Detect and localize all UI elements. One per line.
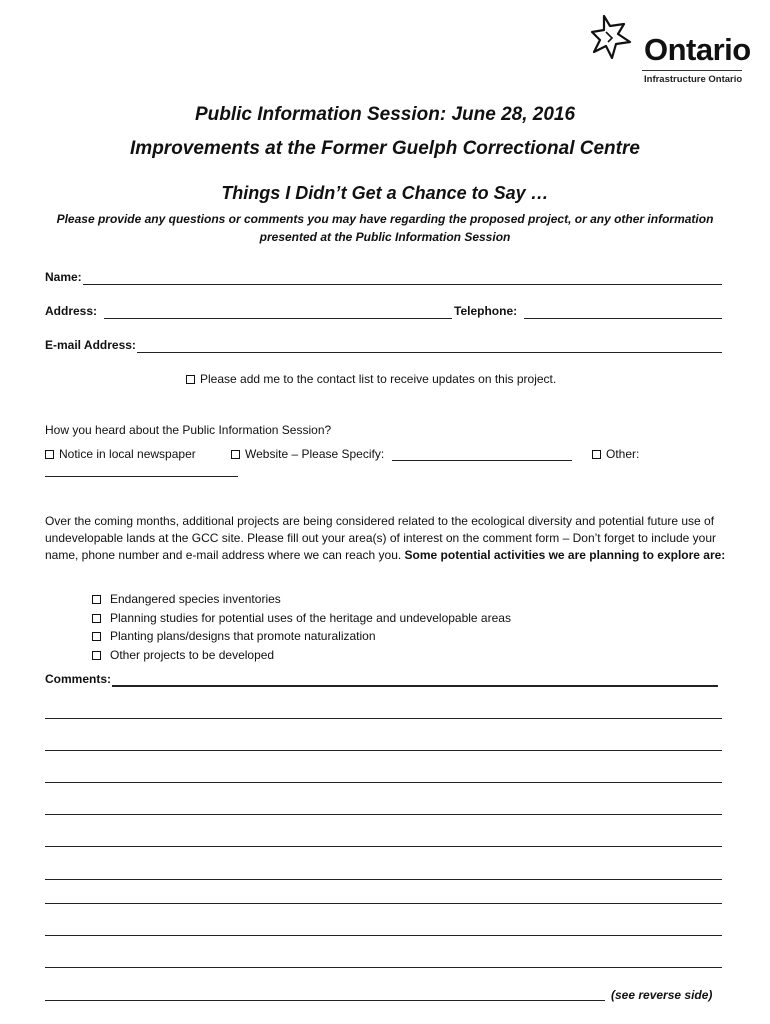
logo-subtitle: Infrastructure Ontario bbox=[644, 74, 743, 85]
page-subtitle: Things I Didn’t Get a Chance to Say … bbox=[221, 183, 549, 203]
newspaper-checkbox[interactable] bbox=[45, 450, 54, 459]
activity-item[interactable] bbox=[92, 590, 511, 609]
contact-list-checkbox[interactable] bbox=[186, 375, 195, 384]
website-label: Website – Please Specify: bbox=[245, 447, 385, 461]
name-field[interactable] bbox=[83, 284, 722, 285]
comment-line[interactable] bbox=[45, 967, 722, 968]
other-label: Other: bbox=[606, 447, 640, 461]
newspaper-label: Notice in local newspaper bbox=[59, 447, 196, 461]
comment-line[interactable] bbox=[45, 879, 722, 880]
ontario-logo bbox=[590, 12, 750, 92]
telephone-field[interactable] bbox=[524, 318, 722, 319]
see-reverse-note: (see reverse side) bbox=[611, 988, 713, 1002]
logo-divider bbox=[642, 70, 742, 71]
activities-paragraph bbox=[45, 513, 727, 564]
activity-item[interactable] bbox=[92, 627, 511, 646]
activity-label: Endangered species inventories bbox=[110, 592, 281, 606]
activity-checkbox[interactable] bbox=[92, 595, 101, 604]
comment-line[interactable] bbox=[45, 814, 722, 815]
address-label: Address: bbox=[45, 304, 98, 318]
activities-bold-text: Some potential activities we are planning to explore are: bbox=[404, 548, 726, 562]
activity-item[interactable] bbox=[92, 609, 511, 628]
website-specify-field[interactable] bbox=[392, 460, 572, 461]
activity-label: Planting plans/designs that promote naturalization bbox=[110, 629, 376, 643]
activities-text: Over the coming months, additional projects are being considered related to the ecological diversity and potential future use of undevelopable lands at the GCC site. Please fill out your area(s) of interest on the comment form – Don’t forget to include your name, phone number and e-mail address where we can reach you. bbox=[45, 514, 717, 562]
other-checkbox[interactable] bbox=[592, 450, 601, 459]
comment-line[interactable] bbox=[45, 846, 722, 847]
newspaper-option[interactable] bbox=[45, 447, 196, 461]
page-title-line2: Improvements at the Former Guelph Correctional Centre bbox=[130, 138, 640, 159]
email-field[interactable] bbox=[137, 352, 722, 353]
contact-list-label: Please add me to the contact list to receive updates on this project. bbox=[200, 372, 557, 386]
comment-line[interactable] bbox=[45, 903, 722, 904]
other-specify-field[interactable] bbox=[45, 476, 238, 477]
comment-line[interactable] bbox=[45, 750, 722, 751]
ontario-wordmark: Ontario bbox=[644, 32, 751, 67]
comment-line-last[interactable] bbox=[45, 1000, 605, 1001]
activity-checkbox[interactable] bbox=[92, 614, 101, 623]
comments-field-first[interactable] bbox=[112, 685, 718, 687]
activity-checkbox[interactable] bbox=[92, 632, 101, 641]
address-field[interactable] bbox=[104, 318, 452, 319]
page-title-line1: Public Information Session: June 28, 2016 bbox=[194, 104, 576, 125]
activity-item[interactable] bbox=[92, 646, 511, 665]
activities-list bbox=[92, 590, 511, 664]
heard-question: How you heard about the Public Information Session? bbox=[45, 423, 332, 437]
activity-checkbox[interactable] bbox=[92, 651, 101, 660]
telephone-label: Telephone: bbox=[454, 304, 518, 318]
comments-label: Comments: bbox=[45, 672, 112, 686]
activity-label: Planning studies for potential uses of the heritage and undevelopable areas bbox=[110, 610, 511, 625]
contact-list-option[interactable] bbox=[186, 372, 556, 386]
trillium-icon bbox=[590, 12, 642, 72]
intro-instructions: Please provide any questions or comments you may have regarding the proposed project, or any other information presented at the Public Information Session bbox=[56, 212, 714, 244]
activity-label: Other projects to be developed bbox=[110, 647, 275, 662]
comment-line[interactable] bbox=[45, 782, 722, 783]
name-label: Name: bbox=[45, 270, 82, 284]
website-checkbox[interactable] bbox=[231, 450, 240, 459]
website-option[interactable] bbox=[231, 447, 384, 461]
comment-line[interactable] bbox=[45, 935, 722, 936]
email-label: E-mail Address: bbox=[45, 338, 136, 352]
comment-line[interactable] bbox=[45, 718, 722, 719]
other-option[interactable] bbox=[592, 447, 639, 461]
